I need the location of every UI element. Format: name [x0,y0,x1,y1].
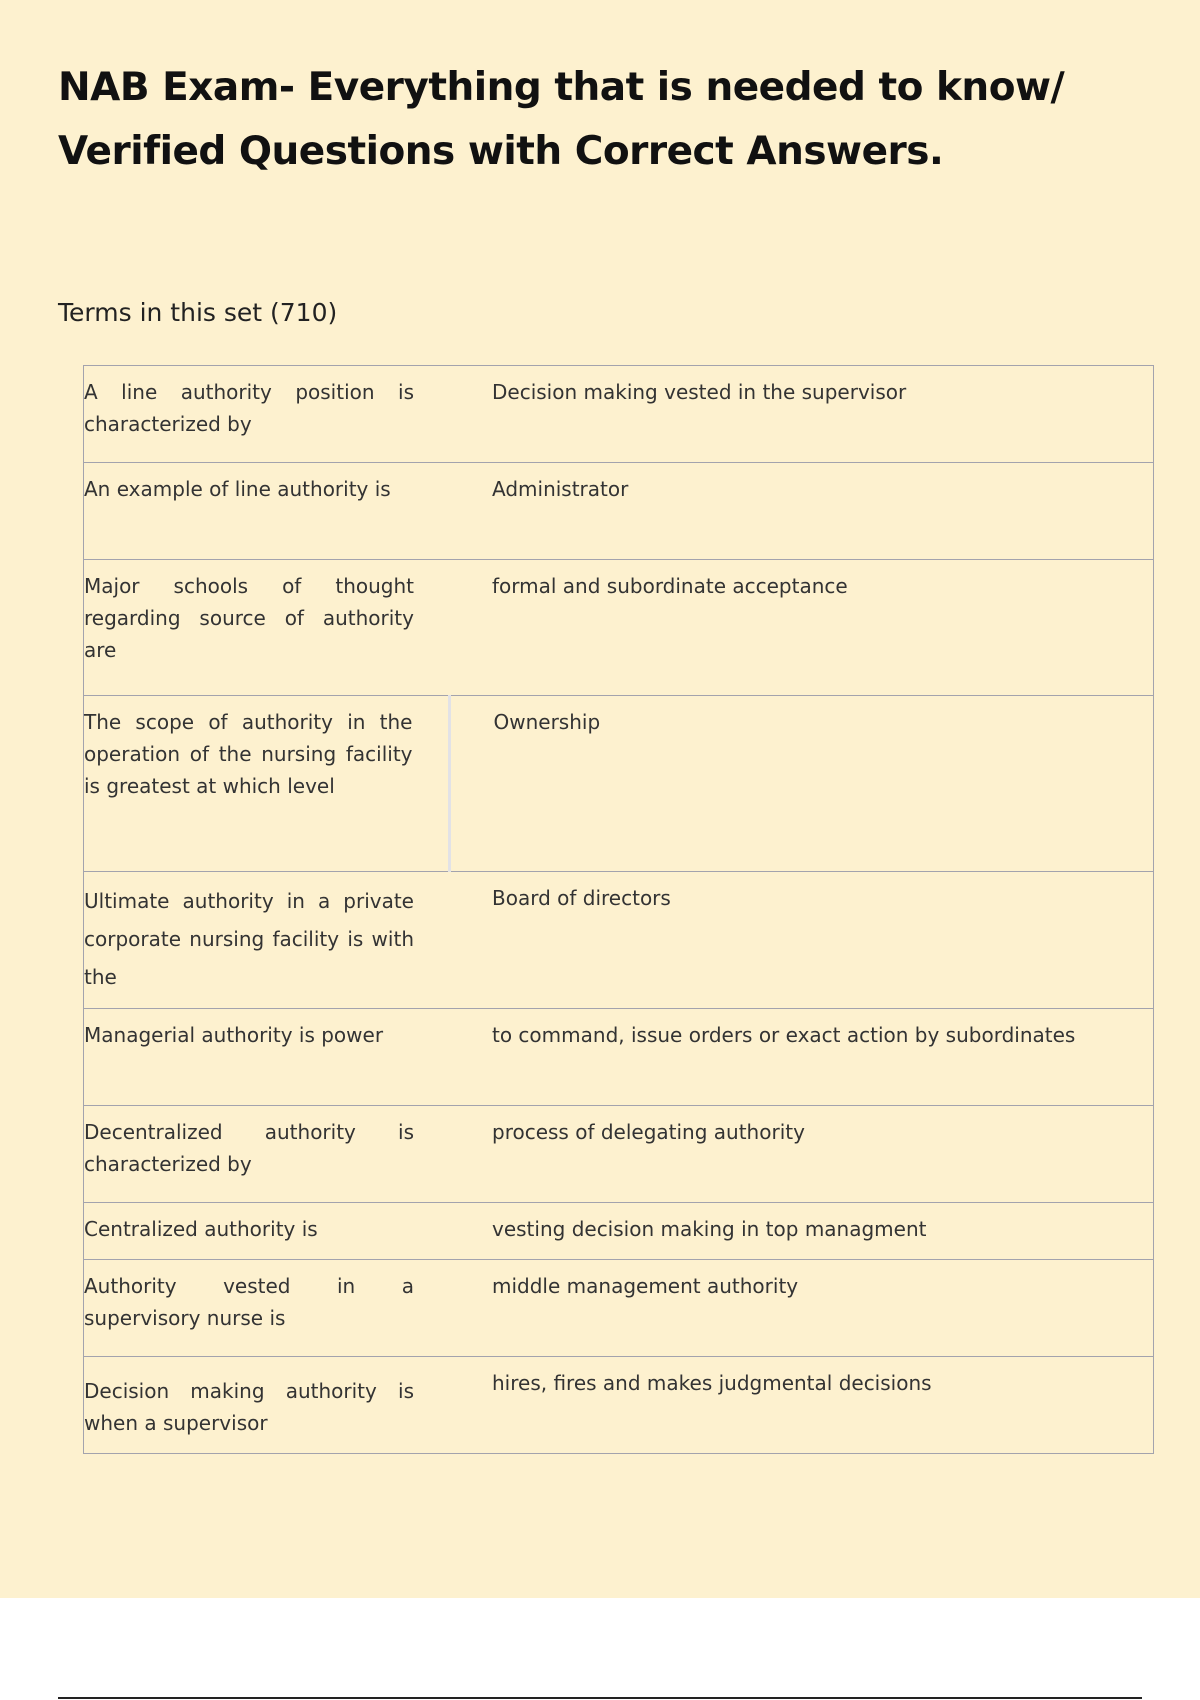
term-cell: Ultimate authority in a private corporate nursing facility is with the [84,872,450,1009]
term-cell: Decision making authority is when a supervisor [84,1357,450,1454]
title-line-1: NAB Exam- Everything that is needed to know/ [58,65,1065,110]
table-row [84,696,1154,872]
table-row [84,1009,1154,1106]
table-row [84,872,1154,1009]
term-cell: Decentralized authority is characterized by [84,1106,450,1203]
term-cell: Authority vested in a supervisory nurse is [84,1260,450,1357]
table-row [84,560,1154,696]
term-cell: An example of line authority is [84,463,450,560]
terms-table [83,365,1154,1454]
definition-cell: formal and subordinate acceptance [449,560,1154,696]
table-row [84,463,1154,560]
definition-cell: to command, issue orders or exact action by subordinates [449,1009,1154,1106]
table-row [84,1203,1154,1260]
definition-cell: Administrator [449,463,1154,560]
definition-cell: vesting decision making in top managment [449,1203,1154,1260]
table-row [84,1260,1154,1357]
term-cell: Managerial authority is power [84,1009,450,1106]
table-row [84,366,1154,463]
term-cell: The scope of authority in the operation of the nursing facility is greatest at which level [84,696,450,872]
definition-cell: hires, fires and makes judgmental decisions [449,1357,1154,1454]
term-cell: Centralized authority is [84,1203,450,1260]
definition-cell: process of delegating authority [449,1106,1154,1203]
term-cell: A line authority position is characterized by [84,366,450,463]
term-cell: Major schools of thought regarding source of authority are [84,560,450,696]
table-row [84,1357,1154,1454]
footer-divider [58,1697,1142,1699]
document-title [58,56,1118,184]
table-row [84,1106,1154,1203]
definition-cell: Ownership [449,696,1154,872]
terms-count: Terms in this set (710) [58,298,338,327]
definition-cell: middle management authority [449,1260,1154,1357]
title-line-2: Verified Questions with Correct Answers. [58,129,944,174]
definition-cell: Decision making vested in the supervisor [449,366,1154,463]
definition-cell: Board of directors [449,872,1154,1009]
